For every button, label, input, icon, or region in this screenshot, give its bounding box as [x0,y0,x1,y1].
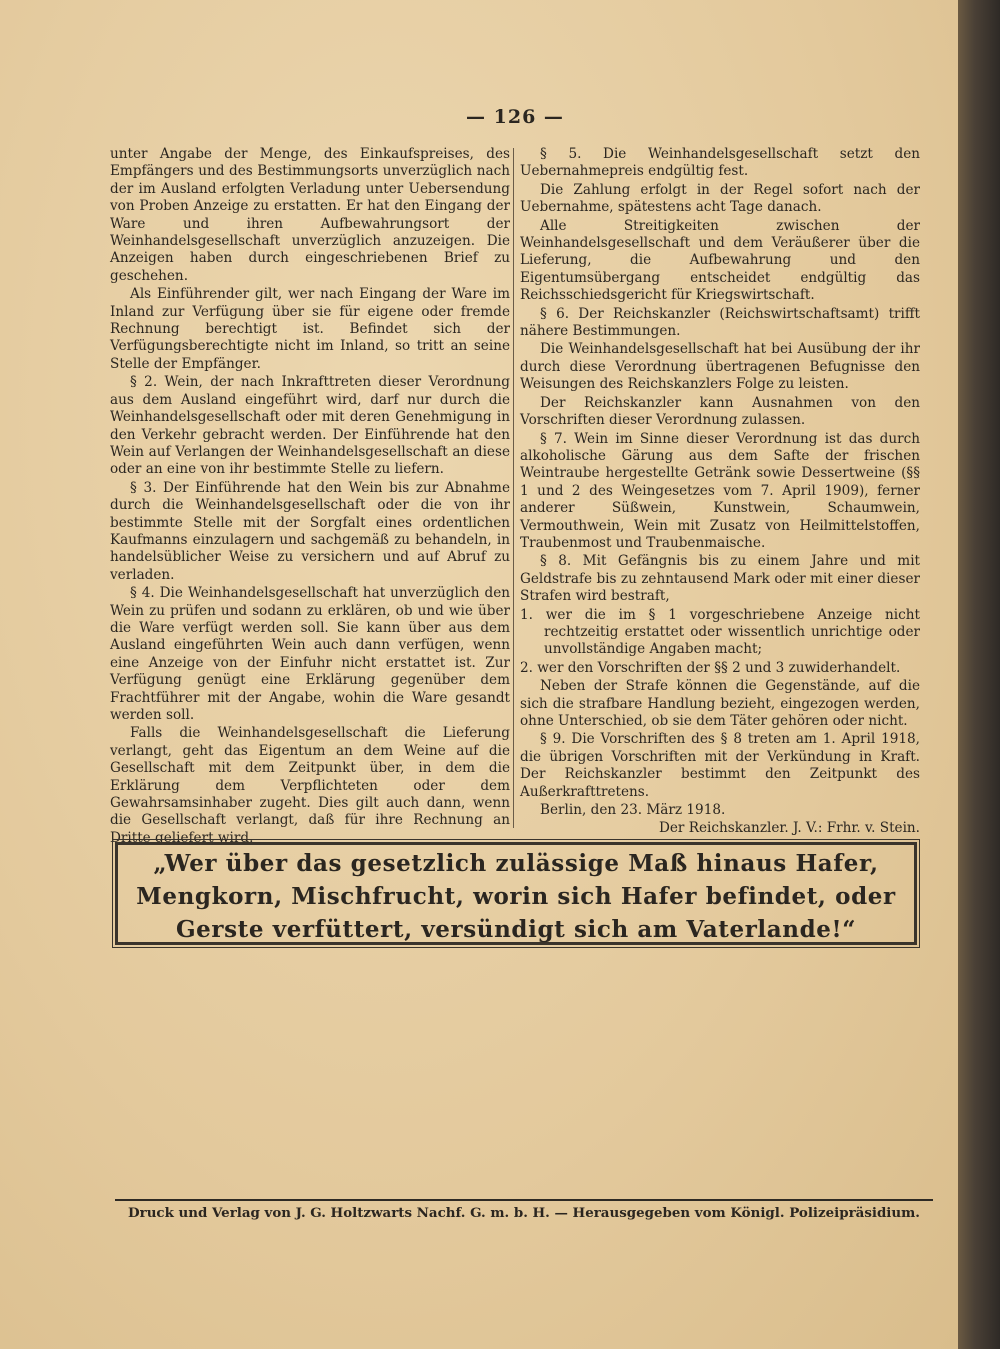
paragraph: § 8. Mit Gefängnis bis zu einem Jahre und mit Geldstrafe bis zu zehntausend Mark oder mit einer dieser Strafen wird bestraft, [520,553,920,605]
paragraph: Die Weinhandelsgesellschaft hat bei Ausübung der ihr durch diese Verordnung übertragenen Befugnisse den Weisungen des Reichskanzlers Folge zu leisten. [520,341,920,393]
paragraph: Der Reichskanzler kann Ausnahmen von den Vorschriften dieser Verordnung zulassen. [520,394,920,429]
book-spine [958,0,1000,1349]
column-divider [513,148,514,828]
page-number: — 126 — [466,106,564,128]
list-item: 1. wer die im § 1 vorgeschriebene Anzeige nicht rechtzeitig erstattet oder wissentlich unrichtige oder unvollständige Angaben macht; [520,606,920,658]
motto-text: „Wer über das gesetzlich zulässige Maß hinaus Hafer, Mengkorn, Mischfrucht, worin sich Hafer befindet, oder Gerste verfüttert, versündigt sich am Vaterlande!“ [136,850,896,943]
paragraph: § 5. Die Weinhandelsgesellschaft setzt den Uebernahmepreis endgültig fest. [520,146,920,180]
motto-box [115,842,917,945]
paragraph: § 7. Wein im Sinne dieser Verordnung ist das durch alkoholische Gärung aus dem Safte der frischen Weintraube hergestellte Getränk sowie Dessertweine (§§ 1 und 2 des Weingesetzes vom 7. April 1909), ferner anderer Süßwein, Kunstwein, Schaumwein, Vermouthwein, Wein mit Zusatz von Heilmittelstoffen, Traubenmost und Traubenmaische. [520,430,920,551]
paragraph: § 3. Der Einführende hat den Wein bis zur Abnahme durch die Weinhandelsgesellschaft oder die von ihr bestimmte Stelle mit der Sorgfalt eines ordentlichen Kaufmanns einzulagern und sachgemäß zu behandeln, in handelsüblicher Weise zu versichern und auf Abruf zu verladen. [110,479,510,583]
paragraph: § 6. Der Reichskanzler (Reichswirtschaftsamt) trifft nähere Bestimmungen. [520,305,920,340]
paragraph: Als Einführender gilt, wer nach Eingang der Ware im Inland zur Verfügung über sie für eigene oder fremde Rechnung berechtigt ist. Befindet sich der Verfügungsberechtigte nicht im Inland, so tritt an seine Stelle der Empfänger. [110,286,510,372]
paragraph: § 4. Die Weinhandelsgesellschaft hat unverzüglich den Wein zu prüfen und sodann zu erklären, ob und wie über die Ware verfügt werden soll. Sie kann über aus dem Ausland eingeführten Wein auch dann verfügen, wenn eine Anzeige von der Einfuhr nicht erstattet ist. Zur Verfügung genügt eine Erklärung gegenüber dem Frachtführer mit der Angabe, wohin die Ware gesandt werden soll. [110,585,510,723]
date-line: Berlin, den 23. März 1918. [540,802,726,819]
paragraph: Neben der Strafe können die Gegenstände, auf die sich die strafbare Handlung bezieht, eingezogen werden, ohne Unterschied, ob sie dem Täter gehören oder nicht. [520,678,920,729]
imprint: Druck und Verlag von J. G. Holtzwarts Nachf. G. m. b. H. — Herausgegeben vom Königl. Polizeipräsidium. [128,1205,920,1221]
paragraph: Falls die Weinhandelsgesellschaft die Lieferung verlangt, geht das Eigentum an dem Weine auf die Gesellschaft mit dem Zeitpunkt über, in dem die Erklärung dem Verpflichteten oder dem Gewahrsamsinhaber zugeht. Dies gilt auch dann, wenn die Gesellschaft verlangt, daß für ihre Rechnung an Dritte geliefert wird. [110,725,510,846]
left-column [110,146,510,848]
paragraph: Die Zahlung erfolgt in der Regel sofort nach der Uebernahme, spätestens acht Tage danach. [520,181,920,216]
signature-line: Der Reichskanzler. J. V.: Frhr. v. Stein. [658,820,920,837]
right-column [520,146,920,839]
list-item: 2. wer den Vorschriften der §§ 2 und 3 zuwiderhandelt. [520,659,901,676]
paragraph: unter Angabe der Menge, des Einkaufspreises, des Empfängers und des Bestimmungsorts unverzüglich nach der im Ausland erfolgten Verladung unter Uebersendung von Proben Anzeige zu erstatten. Er hat den Eingang der Ware und ihren Aufbewahrungsort der Weinhandelsgesellschaft unverzüglich anzuzeigen. Die Anzeigen haben durch eingeschriebenen Brief zu geschehen. [110,146,510,284]
footer-rule [115,1199,933,1201]
paragraph: § 9. Die Vorschriften des § 8 treten am 1. April 1918, die übrigen Vorschriften mit der Verkündung in Kraft. Der Reichskanzler bestimmt den Zeitpunkt des Außerkrafttretens. [520,731,920,800]
paragraph: Alle Streitigkeiten zwischen der Weinhandelsgesellschaft und dem Veräußerer über die Lieferung, die Aufbewahrung und den Eigentumsübergang entscheidet endgültig das Reichsschiedsgericht für Kriegswirtschaft. [520,217,920,304]
paragraph: § 2. Wein, der nach Inkrafttreten dieser Verordnung aus dem Ausland eingeführt wird, darf nur durch die Weinhandelsgesellschaft oder mit deren Genehmigung in den Verkehr gebracht werden. Der Einführende hat den Wein auf Verlangen der Weinhandelsgesellschaft an diese oder an eine von ihr bestimmte Stelle zu liefern. [110,374,510,478]
